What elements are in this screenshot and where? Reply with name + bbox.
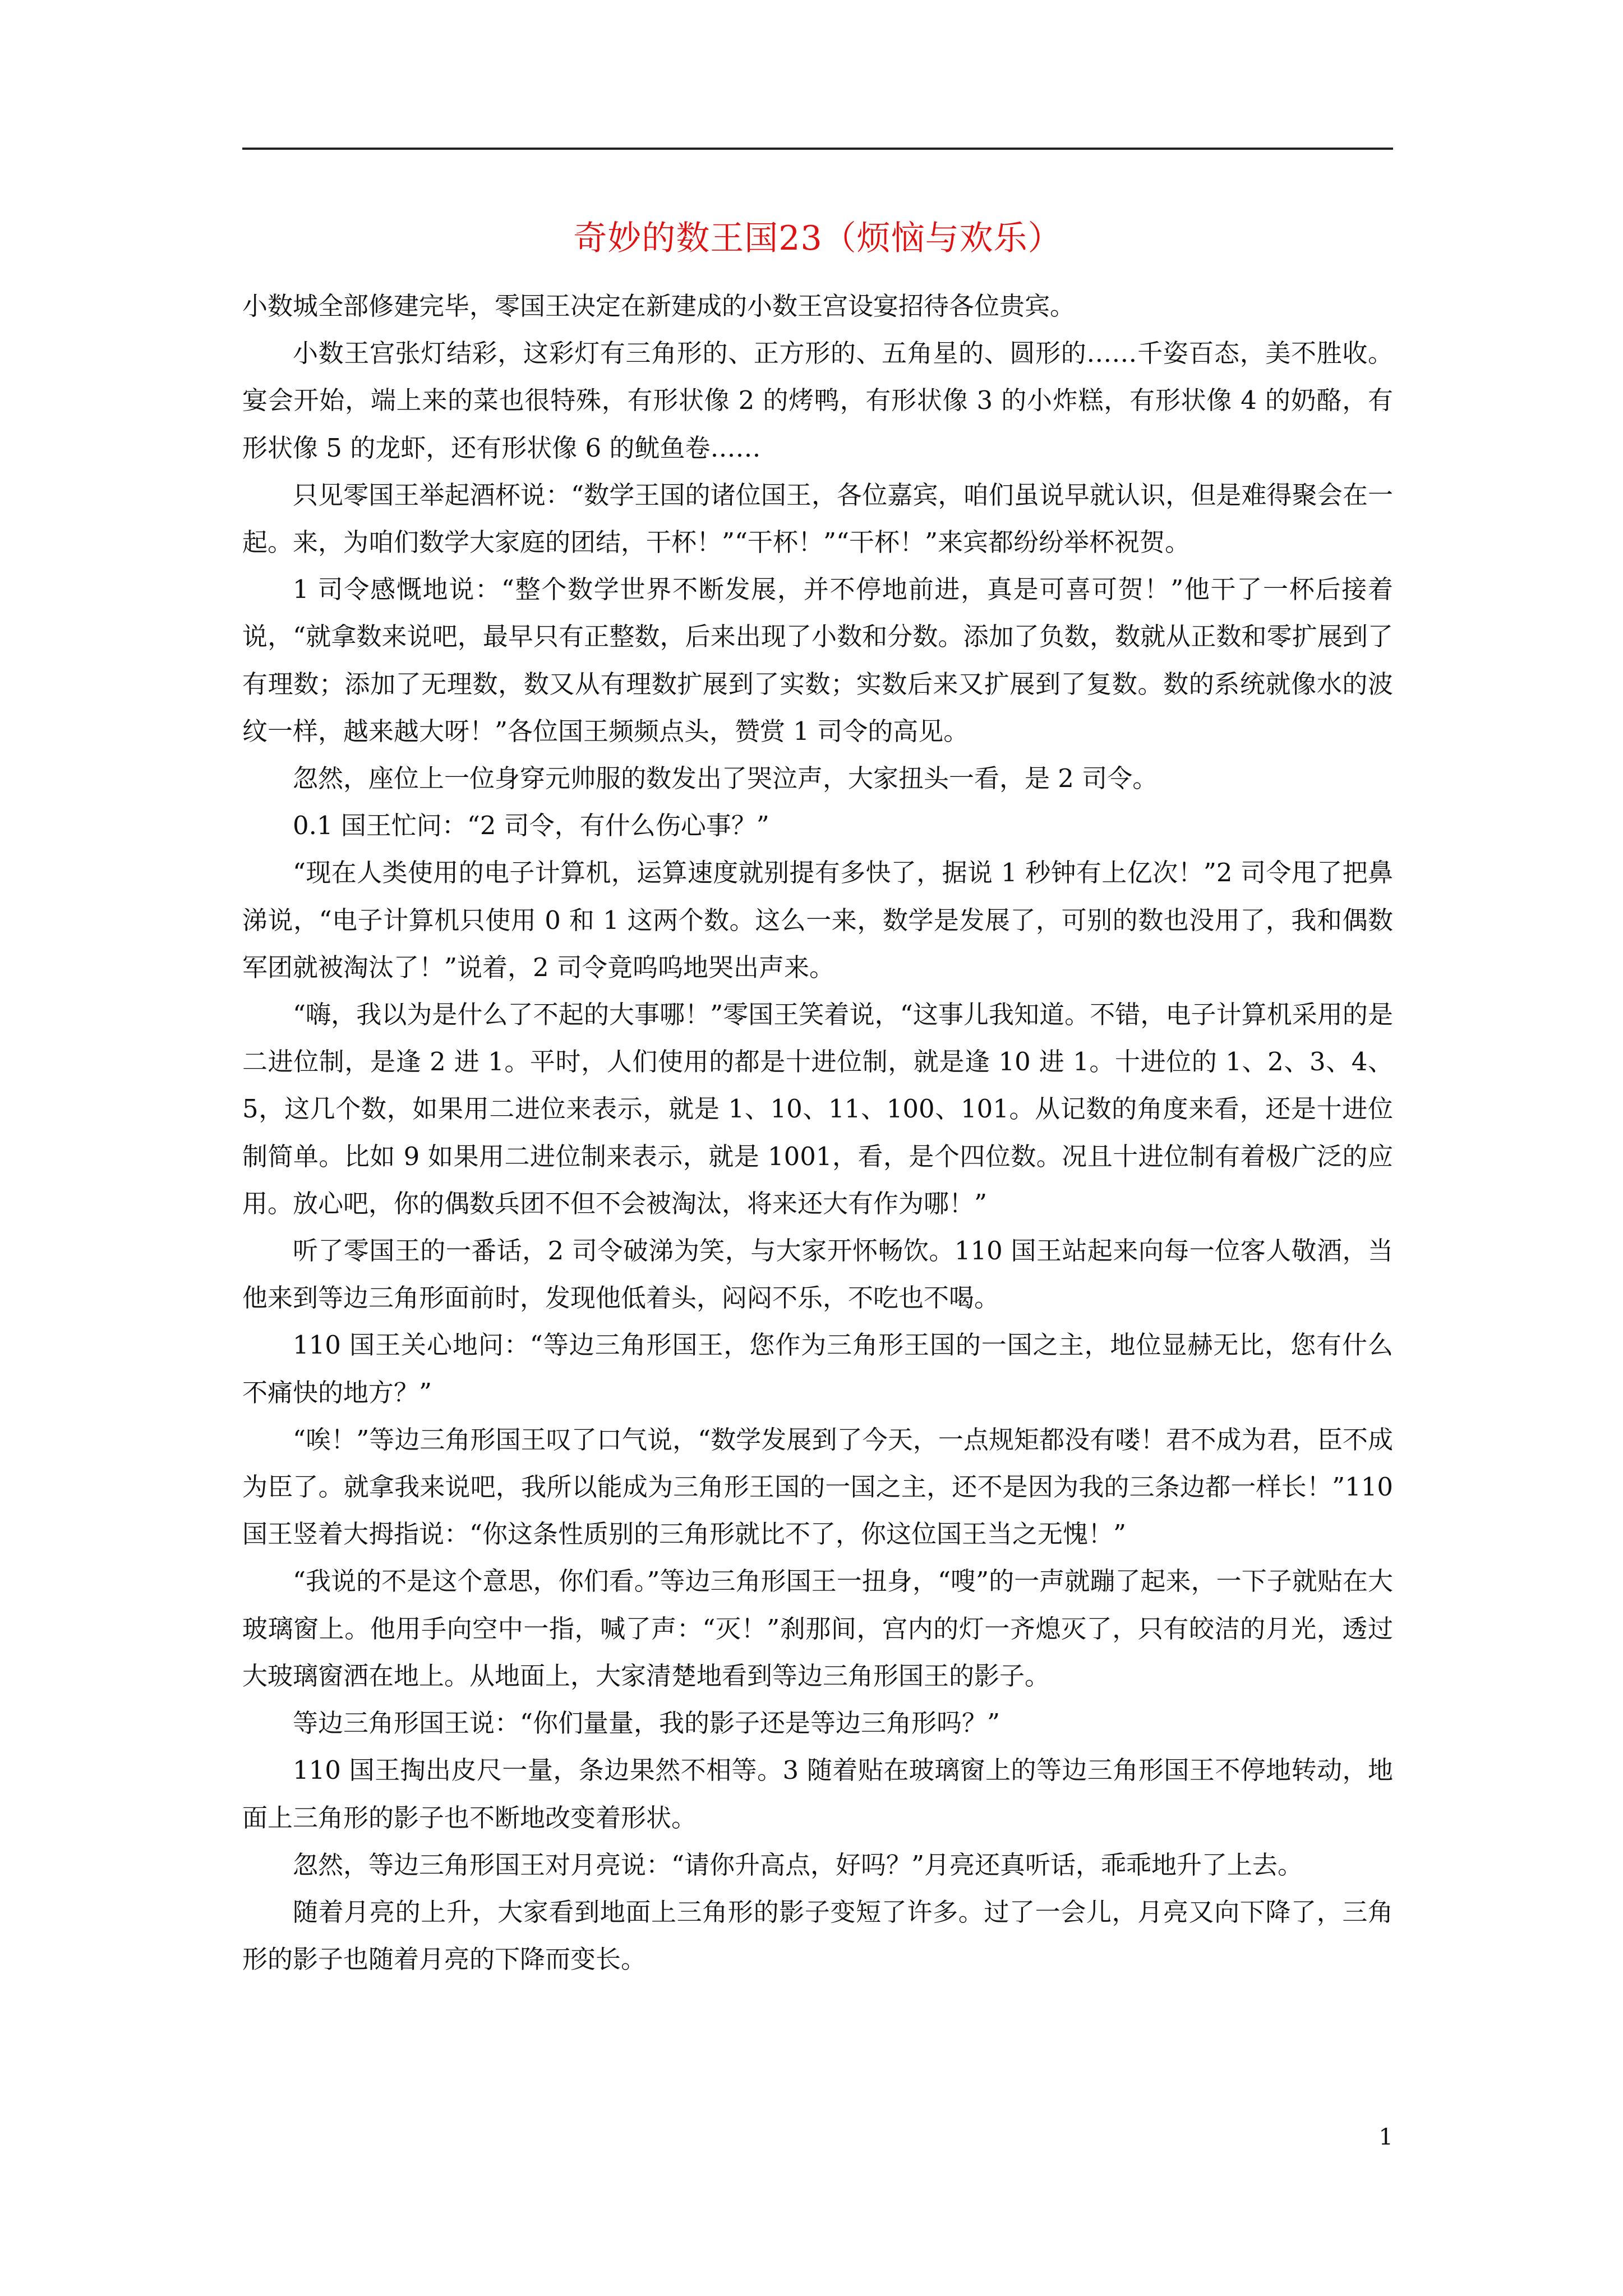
page-number: 1 (1378, 2124, 1393, 2150)
paragraph-12: “我说的不是这个意思，你们看。”等边三角形国王一扭身，“嗖”的一声就蹦了起来，一下子就贴在大玻璃窗上。他用手向空中一指，喊了声：“灭！”刹那间，宫内的灯一齐熄灭了，只有皎洁的月光，透过大玻璃窗洒在地上。从地面上，大家清楚地看到等边三角形国王的影子。 (242, 1566, 1393, 1691)
paragraph-14: 110 国王掏出皮尺一量，条边果然不相等。3 随着贴在玻璃窗上的等边三角形国王不停地转动，地面上三角形的影子也不断地改变着形状。 (242, 1755, 1393, 1833)
paragraph-1: 小数城全部修建完毕，零国王决定在新建成的小数王宫设宴招待各位贵宾。 (242, 291, 1076, 321)
paragraph-11: “唉！”等边三角形国王叹了口气说，“数学发展到了今天，一点规矩都没有喽！君不成为君，臣不成为臣了。就拿我来说吧，我所以能成为三角形王国的一国之主，还不是因为我的三条边都一样长！”110 国王竖着大拇指说：“你这条性质别的三角形就比不了，你这位国王当之无愧！” (242, 1424, 1393, 1549)
paragraph-9: 听了零国王的一番话，2 司令破涕为笑，与大家开怀畅饮。110 国王站起来向每一位客人敬酒，当他来到等边三角形面前时，发现他低着头，闷闷不乐，不吃也不喝。 (242, 1236, 1393, 1313)
header-rule (242, 148, 1393, 150)
paragraph-2: 小数王宫张灯结彩，这彩灯有三角形的、正方形的、五角星的、圆形的……千姿百态，美不胜收。宴会开始，端上来的菜也很特殊，有形状像 2 的烤鸭，有形状像 3 的小炸糕，有形状像 4 的奶酪，有形状像 5 的龙虾，还有形状像 6 的鱿鱼卷…… (242, 338, 1393, 463)
paragraph-6: 0.1 国王忙问：“2 司令，有什么伤心事？” (293, 811, 769, 841)
paragraph-13: 等边三角形国王说：“你们量量，我的影子还是等边三角形吗？” (293, 1708, 1000, 1738)
paragraph-8: “嗨，我以为是什么了不起的大事哪！”零国王笑着说，“这事儿我知道。不错，电子计算机采用的是二进位制，是逢 2 进 1。平时，人们使用的都是十进位制，就是逢 10 进 1。十进位的 1、2、3、4、5，这几个数，如果用二进位来表示，就是 1、10、11、100、101。从记数的角度来看，还是十进位制简单。比如 9 如果用二进位制来表示，就是 1001，看，是个四位数。况且十进位制有着极广泛的应用。放心吧，你的偶数兵团不但不会被淘汰，将来还大有作为哪！” (242, 1000, 1393, 1218)
paragraph-5: 忽然，座位上一位身穿元帅服的数发出了哭泣声，大家扭头一看，是 2 司令。 (293, 763, 1158, 794)
paragraph-4: 1 司令感慨地说：“整个数学世界不断发展，并不停地前进，真是可喜可贺！”他干了一杯后接着说，“就拿数来说吧，最早只有正整数，后来出现了小数和分数。添加了负数，数就从正数和零扩展到了有理数；添加了无理数，数又从有理数扩展到了实数；实数后来又扩展到了复数。数的系统就像水的波纹一样，越来越大呀！”各位国王频频点头，赞赏 1 司令的高见。 (242, 574, 1393, 746)
paragraph-3: 只见零国王举起酒杯说：“数学王国的诸位国王，各位嘉宾，咱们虽说早就认识，但是难得聚会在一起。来，为咱们数学大家庭的团结，干杯！”“干杯！”“干杯！”来宾都纷纷举杯祝贺。 (242, 480, 1393, 558)
article-body (242, 283, 1393, 1983)
paragraph-10: 110 国王关心地问：“等边三角形国王，您作为三角形王国的一国之主，地位显赫无比，您有什么不痛快的地方？” (242, 1330, 1393, 1407)
paragraph-16: 随着月亮的上升，大家看到地面上三角形的影子变短了许多。过了一会儿，月亮又向下降了，三角形的影子也随着月亮的下降而变长。 (242, 1897, 1393, 1975)
paragraph-15: 忽然，等边三角形国王对月亮说：“请你升高点，好吗？”月亮还真听话，乖乖地升了上去。 (293, 1849, 1303, 1880)
paragraph-7: “现在人类使用的电子计算机，运算速度就别提有多快了，据说 1 秒钟有上亿次！”2 司令甩了把鼻涕说，“电子计算机只使用 0 和 1 这两个数。这么一来，数学是发展了，可别的数也没用了，我和偶数军团就被淘汰了！”说着，2 司令竟呜呜地哭出声来。 (242, 858, 1393, 982)
page-title: 奇妙的数王国23（烦恼与欢乐） (573, 219, 1062, 258)
